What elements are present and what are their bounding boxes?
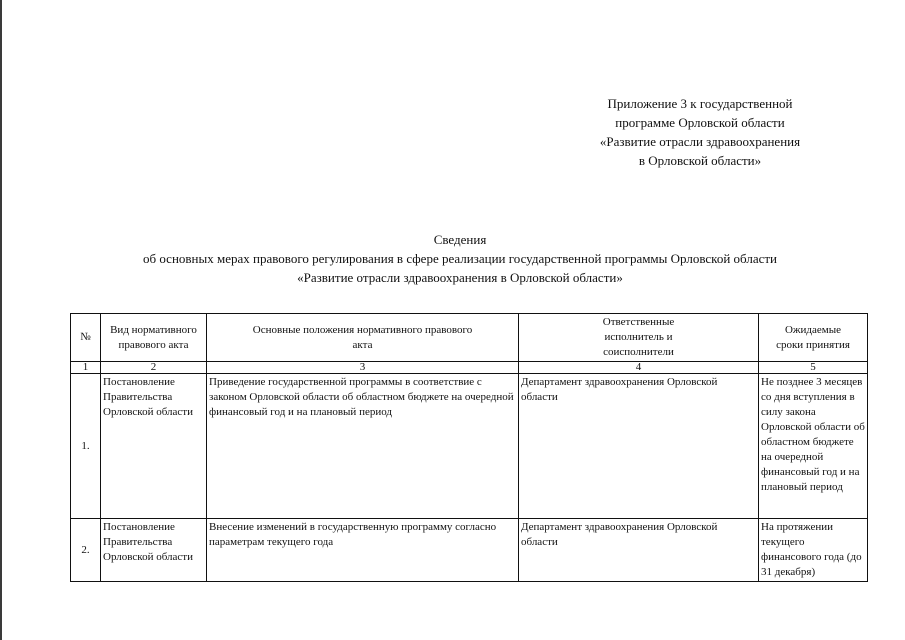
column-index: 2: [101, 362, 207, 374]
row-provisions: Внесение изменений в государственную программу согласно параметрам текущего года: [207, 519, 519, 582]
column-index: 5: [759, 362, 868, 374]
row-number: 1.: [71, 374, 101, 519]
header-act-type: Вид нормативного правового акта: [101, 314, 207, 362]
header-executors: Ответственные исполнитель и соисполнители: [519, 314, 759, 362]
row-number: 2.: [71, 519, 101, 582]
row-provisions: Приведение государственной программы в соответствие с законом Орловской области об областном бюджете на очередной финансовый год и на плановый период: [207, 374, 519, 519]
page-left-edge: [0, 0, 2, 640]
legal-measures-table: [70, 313, 868, 582]
column-index: 1: [71, 362, 101, 374]
row-act-type: Постановление Правительства Орловской области: [101, 519, 207, 582]
table-row: [71, 519, 868, 582]
header-deadline: Ожидаемые сроки принятия: [759, 314, 868, 362]
appendix-note: [560, 94, 840, 170]
appendix-line: «Развитие отрасли здравоохранения: [599, 134, 801, 149]
title-heading: Сведения: [433, 232, 487, 247]
appendix-line: Приложение 3 к государственной: [607, 96, 793, 111]
column-index: 3: [207, 362, 519, 374]
row-deadline: На протяжении текущего финансового года (до 31 декабря): [759, 519, 868, 582]
header-number: №: [71, 314, 101, 362]
title-line-2: «Развитие отрасли здравоохранения в Орловской области»: [297, 270, 623, 285]
table-header-row: [71, 314, 868, 362]
document-title: [60, 230, 860, 287]
row-executors: Департамент здравоохранения Орловской области: [519, 374, 759, 519]
table-row: [71, 374, 868, 519]
column-index-row: [71, 362, 868, 374]
title-line-1: об основных мерах правового регулирования в сфере реализации государственной программы Орловской области: [142, 251, 778, 266]
appendix-line: в Орловской области»: [638, 153, 762, 168]
row-deadline: Не позднее 3 месяцев со дня вступления в силу закона Орловской области об областном бюджете на очередной финансовый год и на плановый период: [759, 374, 868, 519]
row-act-type: Постановление Правительства Орловской области: [101, 374, 207, 519]
header-provisions: Основные положения нормативного правового акта: [207, 314, 519, 362]
row-executors: Департамент здравоохранения Орловской области: [519, 519, 759, 582]
appendix-line: программе Орловской области: [615, 115, 785, 130]
column-index: 4: [519, 362, 759, 374]
